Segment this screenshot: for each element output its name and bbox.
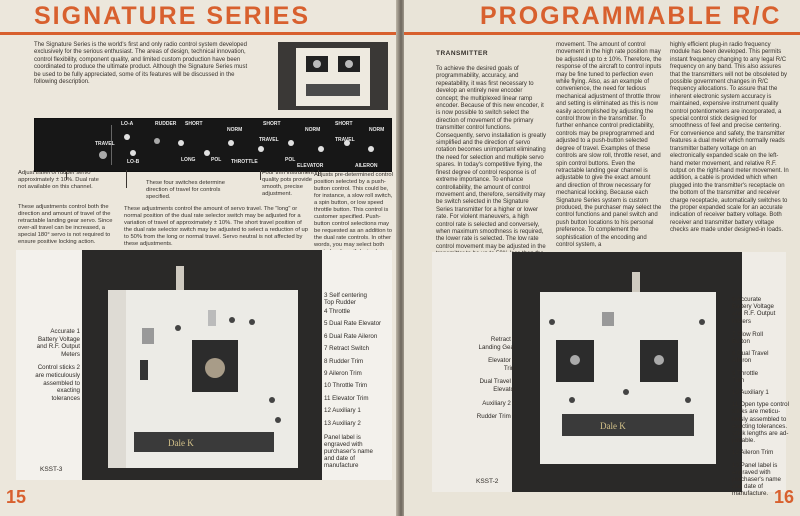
four-switches-annotation: These four switches determine direction of travel for controls specified. [146, 180, 225, 200]
callout-text: Control sticks 2 [37, 364, 80, 372]
page-number: 15 [6, 487, 27, 507]
right-page-title: PROGRAMMABLE R/C [480, 2, 782, 30]
panel-label: TRAVEL [95, 141, 115, 147]
callout-text: manufacture. [732, 490, 769, 498]
callout-text: tolerances [51, 394, 80, 402]
callout-text: Elevator 2 [488, 357, 516, 365]
callout-text: engraved with [324, 441, 363, 449]
left-page [0, 0, 398, 516]
switch-panel [34, 118, 392, 172]
switch-label: NORM [369, 127, 385, 133]
panel-label: ELEVATOR [297, 163, 324, 169]
callout-text: Retract 1 [490, 336, 516, 343]
callout-text: 4 Throttle [324, 308, 351, 315]
right-callouts-b [732, 296, 792, 498]
title-rule [404, 32, 800, 35]
callout-text: Elevator [493, 385, 516, 393]
callout-text: 6 Dual Rate Aileron [324, 332, 378, 340]
callout-text: manufacture [324, 462, 359, 470]
callout-text: 5 Dual Rate Elevator [324, 320, 382, 328]
callout-text: and R.F. Output [732, 310, 776, 318]
column-3: highly efficient plug-in radio frequency module has been developed. This permits instant frequency changing to any legal R/C frequency on any band. This also assures that the transmitters will not be obsoleted by possible government changes in R/C frequency allocations. To assure that the inherent electronic system accuracy is maintained, expensive instrument quality control potentiometers are incorporated, a special control stick designed for smoothness of feel and precise centering. For convenience and safety, the transmitter features a dual meter which normally reads transmitter battery voltage on an electronically expanded scale on the left-hand meter movement, and relative R.F. output on the right-hand meter movement. In addition, a cable is provided which when plugged into the transmitter's receptacle on the bottom of the transmitter and receiver charge receptacle, automatically switches to the proper expanded scale for an accurate indication of receiver battery voltage. Both receiver and transmitter battery voltage checks are made under designed-in loads. [670, 42, 789, 234]
callout-text: purchaser's name [324, 448, 373, 456]
callout-text: Battery Voltage [732, 303, 774, 311]
callout-text: Trim [732, 376, 745, 384]
callout-text: are meticulously [35, 371, 80, 379]
preset-annotation: Adjusts pre-determined control position selected by a push-button control. This could be, for instance, a slow roll switch, a spin button, or low speed throttle button. This control is customer specified. Push-button control selections may be requested as an addition to the dual rate controls. In other words, you may select both [314, 172, 393, 248]
column-2: movement. The amount of control movement in the high rate position may be adjusted up to ± 10%. Therefore, the response of the aircraft to control inputs may be fine tuned to perfection even while flying. Also, as an example of convenience, the need for tedious mechanical adjustment of throttle throw and setting is eliminated as this is now easily accomplished by adjusting the control throw in the transmitter. To further enhance control predictability, controls may be preprogrammed and adjusted to a push-button selected degree of travel. Examples of these controls are slow roll, throttle reset, and spin control buttons. Even the retractable landing gear channel is adjustable to give the exact amount and direction of throw necessary for mechanical locking. Because each Signature Series system is custom produced, the purchaser may select the control functions and panel switch and push button locations to his personal preference. To complement the sophistication of the encoding and control system, a [556, 42, 662, 248]
leader-line [126, 170, 127, 188]
callout-text: 12 Auxiliary 1 [324, 407, 361, 415]
rudder-annotation: Adjust travel of rudder servo approximately ± 10%. Dual rate not available on this channel. [18, 170, 99, 190]
panel-label: THROTTLE [231, 159, 258, 165]
callout-text: 12 Aileron Trim [732, 449, 774, 457]
model-label: KSST-2 [476, 478, 499, 485]
callout-text: Landing Gear [478, 343, 516, 351]
switch-label: LO-B [127, 159, 140, 165]
callout-text: 3 Self centering [324, 292, 367, 299]
callout-text: and date of [324, 455, 355, 463]
trim-annotation: Four trim instrument quality pots provide smooth, precise adjustment. [262, 170, 314, 197]
callout-text: 9 Aileron Trim [324, 370, 362, 378]
callout-text: Aileron [732, 357, 752, 365]
switch-label: SHORT [335, 121, 353, 127]
page-number: 16 [773, 487, 794, 507]
callout-text: exacting [56, 387, 80, 395]
column-1: To achieve the desired goals of programmability, accuracy, and repeatability, it was first necessary to develop an entirely new encoder concept; the multiplexed linear ramp encoder. Because of this new encoder, it is now possible to switch select the direction of movement of the primary transmitter control functions. Consequently, servo installation is greatly simplified and the direction of servo rotation becomes unimportant eliminating the need for selection and multiple servo spares. In today's competitive flying, the finest degree of control response is of extreme importance. To enhance controllability, the amount of control movement and, therefore, sensitivity may be switch selected in the Signature Series transmitter for a higher or lower rate. For violent maneuvers, a high control rate is selected and conversely, when maximum smoothness is required, the lower rate is selected. The low rate control movement may be adjusted in the [436, 66, 546, 250]
switch-label: NORM [305, 127, 321, 133]
svg-text:Dale K: Dale K [600, 421, 626, 431]
callout-text: 11 Open type control [732, 401, 789, 409]
ksst3-photo [82, 250, 322, 480]
switch-label: SHORT [263, 121, 281, 127]
callout-text: Trim [503, 364, 516, 372]
left-page-title: SIGNATURE SERIES [34, 2, 311, 30]
intro-paragraph: The Signature Series is the world's first and only radio control system developed exclusively for the serious enthusiast. The areas of design, technical innovation, control flexibility, component quality, and limited custom production have been coordinated to produce the ultimate product. Although the Signature Series must be used to be fully appreciated, some of its features will be discussed in the following description. [34, 42, 248, 86]
switch-label: RUDDER [155, 121, 177, 127]
callout-text: engraved with [732, 468, 771, 476]
svg-text:Dale K: Dale K [168, 438, 194, 448]
callout-text: 11 Elevator Trim [324, 394, 369, 402]
callout-text: 10 Throttle Trim [324, 382, 368, 390]
title-rule [0, 32, 398, 35]
callout-text: 8 Rudder Trim [324, 357, 364, 365]
panel-label: LONG [181, 157, 196, 163]
ksst2-photo-frame [432, 252, 789, 498]
callout-text: justable. [732, 437, 756, 445]
travel-amount-annotation: These adjustments control the amount of servo travel. The "long" or normal position of the dual rate selector switch may be adjusted for a variation of travel of approximately ± 10%. The short travel position of the dual rate selector switch may be adjusted to select a reduction of up to 50% from the long or normal travel. Servo neutral is not affected by these adjustments. [124, 206, 308, 247]
left-callouts-a [22, 328, 80, 402]
panel-label: TRAVEL [259, 137, 279, 143]
callout-text: 8 Dual Travel [732, 350, 769, 358]
callout-text: Meters [732, 317, 751, 325]
callout-text: sticks are meticu- [732, 408, 781, 416]
callout-text: 10 Auxiliary 1 [732, 389, 769, 397]
panel-label: TRAVEL [335, 137, 355, 143]
switch-label: NORM [227, 127, 243, 133]
callout-text: Auxiliary 2 4 [482, 399, 516, 407]
callout-text: Battery Voltage [38, 335, 80, 343]
left-callouts-b [442, 336, 516, 421]
callout-text: lously assembled to [732, 415, 787, 423]
callout-text: purchaser's name [732, 476, 781, 484]
callout-text: and R.F. Output [36, 343, 80, 351]
right-page [404, 0, 800, 516]
callout-text: Top Rudder [324, 299, 356, 306]
panel-label: POL [211, 157, 222, 163]
panel-label: POL [285, 157, 296, 163]
callout-text: assembled to [43, 379, 80, 387]
retract-annotation: These adjustments control both the direction and amount of travel of the retractable landing gear servo. Since over-all travel can be increased, a special 180° servo is not required to ensure positive locking action. [18, 204, 113, 245]
callout-text: Stick lengths are ad- [732, 430, 789, 438]
small-transmitter-photo [278, 42, 388, 110]
section-label: TRANSMITTER [436, 50, 489, 57]
callout-text: Accurate 1 [50, 328, 80, 335]
callout-text: 13 Auxiliary 2 [324, 419, 361, 427]
callout-text: and date of [732, 483, 763, 491]
ksst2-photo [512, 252, 742, 492]
callout-text: 9 Throttle [732, 369, 759, 377]
callout-text: 6 Accurate [732, 296, 762, 303]
callout-text: Rudder Trim 5 [476, 413, 516, 421]
right-callouts [324, 292, 392, 469]
panel-label: AILERON [355, 163, 378, 169]
ksst3-photo-frame [16, 250, 392, 480]
callout-text: 7 Slow Roll [732, 330, 763, 338]
callout-text: exacting tolerances. [732, 422, 788, 430]
switch-label: LO-A [121, 121, 134, 127]
switch-label: SHORT [185, 121, 203, 127]
leader-line [260, 170, 261, 180]
callout-text: Button [732, 338, 750, 346]
callout-text: Panel label is [324, 434, 361, 442]
callout-text: Dual Travel 3 [479, 378, 516, 386]
callout-text: Meters [61, 350, 80, 358]
callout-text: 7 Retract Switch [324, 345, 370, 353]
callout-text: 13 Panel label is [732, 461, 778, 469]
model-label: KSST-3 [40, 466, 63, 473]
